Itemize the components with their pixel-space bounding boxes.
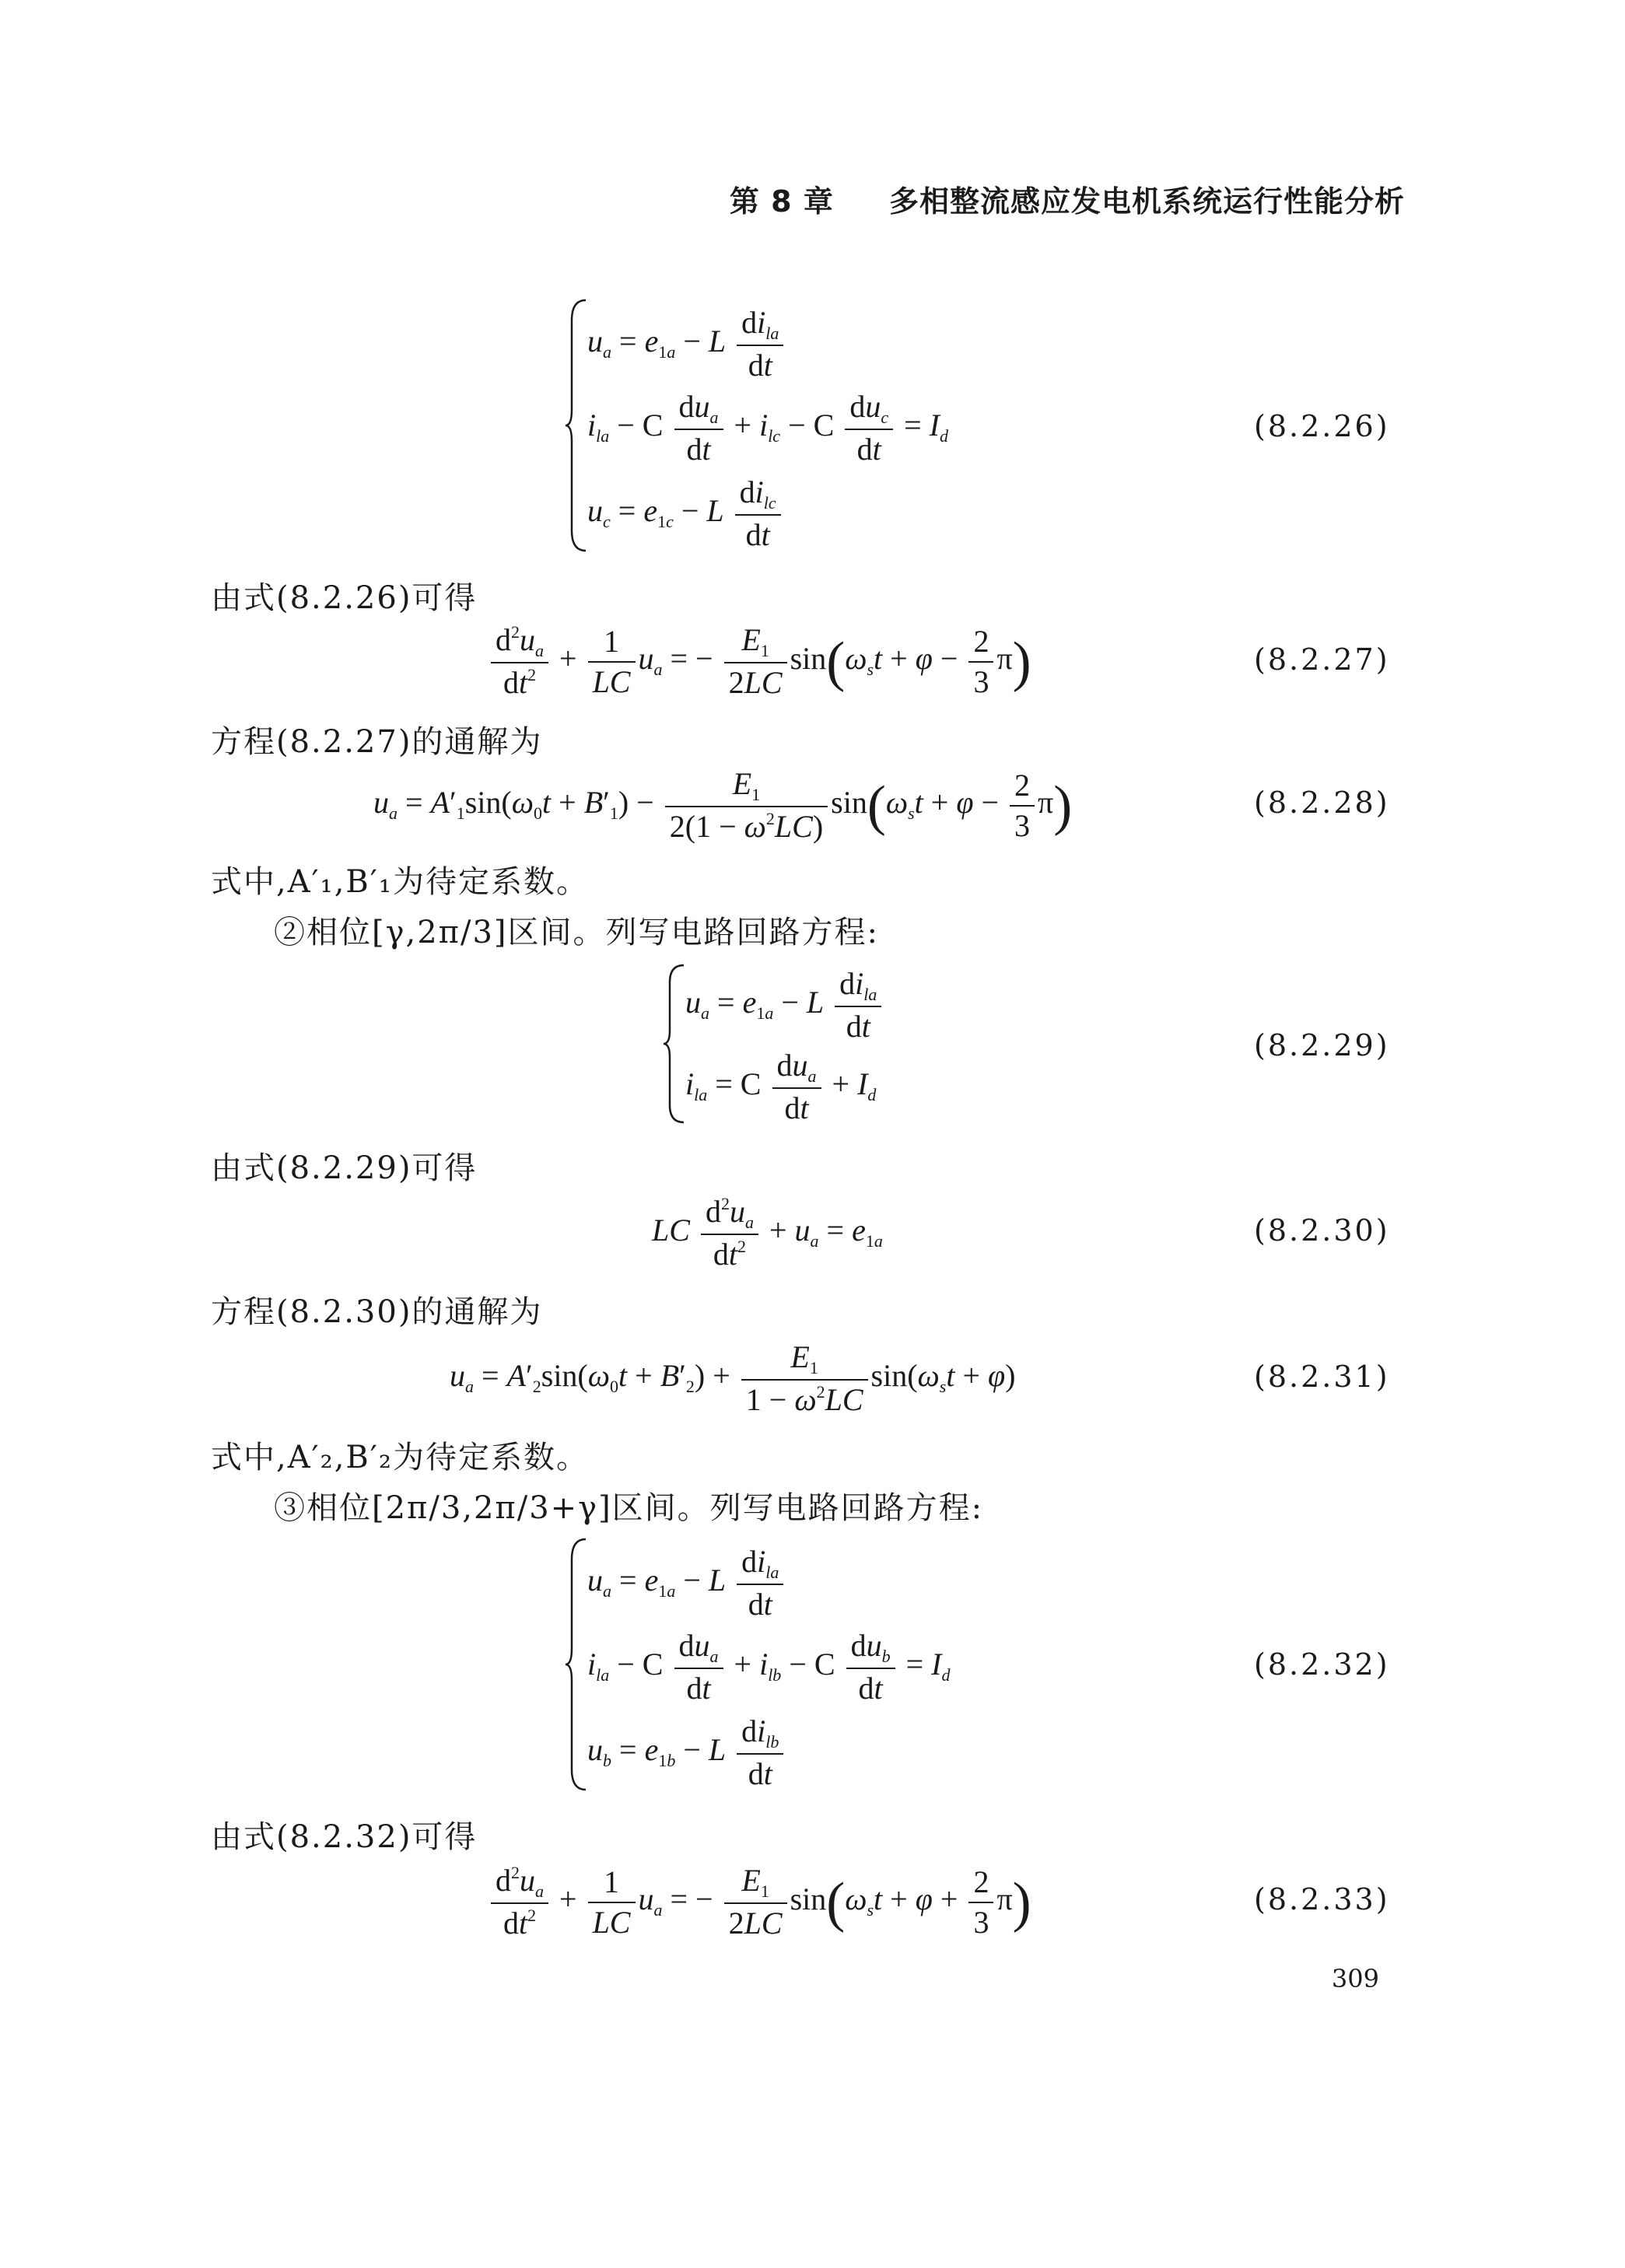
equation-8-2-32 — [566, 1536, 1110, 1793]
left-brace — [566, 297, 589, 554]
paragraph: ②相位[γ,2π/3]区间。列写电路回路方程: — [274, 915, 879, 950]
equation-line: $u_a = e_{1a} - L$ $\frac{di_{la}}{dt}$ — [685, 966, 884, 1045]
equation-8-2-28: $u_a = A'_1\sin(\omega_0t + B'_1)$ − $\frac{E_1}{2(1 - \omega^2LC)}$ $\sin(\omega_st + \varphi$ − $\frac{2}{3}$ π) — [373, 766, 1073, 845]
page-number: 309 — [1331, 1964, 1379, 1993]
paragraph: 式中,A′₁,B′₁为待定系数。 — [211, 864, 589, 900]
equation-line: $u_a = e_{1a} - L$ $\frac{di_{la}}{dt}$ — [587, 1544, 786, 1622]
equation-number: (8.2.32) — [1254, 1647, 1390, 1682]
equation-line: $u_c = e_{1c} - L$ $\frac{di_{lc}}{dt}$ — [587, 474, 784, 553]
equation-number: (8.2.28) — [1254, 786, 1390, 820]
running-header — [730, 177, 1405, 220]
equation-line: $i_{la} = C$ $\frac{du_a}{dt}$ + $I_d$ — [685, 1048, 877, 1126]
equation-8-2-33: $\frac{d^2u_a}{dt^2}$ + $\frac{1}{LC}$ $u_a$ = − $\frac{E_1}{2LC}$ $\sin(\omega_st + \varphi$ + $\frac{2}{3}$ π) — [488, 1863, 1031, 1941]
paragraph: ③相位[2π/3,2π/3+γ]区间。列写电路回路方程: — [274, 1490, 984, 1526]
left-brace — [566, 1536, 589, 1793]
chapter-title: 多相整流感应发电机系统运行性能分析 — [888, 184, 1405, 219]
paragraph: 方程(8.2.27)的通解为 — [211, 724, 543, 760]
equation-number: (8.2.33) — [1254, 1882, 1390, 1916]
equation-number: (8.2.31) — [1254, 1360, 1390, 1394]
equation-8-2-30: LC $\frac{d^2u_a}{dt^2}$ + $u_a = e_{1a}$ — [652, 1194, 883, 1272]
paragraph: 由式(8.2.32)可得 — [211, 1819, 478, 1855]
paragraph: 方程(8.2.30)的通解为 — [211, 1294, 543, 1330]
paragraph: 由式(8.2.26)可得 — [211, 580, 478, 616]
equation-line: $i_{la} - C$ $\frac{du_a}{dt}$ + $i_{lc} - C$ $\frac{du_c}{dt}$ = $I_d$ — [587, 389, 948, 467]
equation-8-2-31: $u_a = A'_2\sin(\omega_0t + B'_2)$ + $\frac{E_1}{1 - \omega^2LC}$ $\sin(\omega_st + \varphi)$ — [450, 1339, 1016, 1418]
equation-line: $i_{la} - C$ $\frac{du_a}{dt}$ + $i_{lb} - C$ $\frac{du_b}{dt}$ = $I_d$ — [587, 1628, 951, 1706]
chapter-number: 第 8 章 — [729, 184, 834, 219]
equation-line: $u_b = e_{1b} - L$ $\frac{di_{lb}}{dt}$ — [587, 1713, 786, 1792]
paragraph: 式中,A′₂,B′₂为待定系数。 — [211, 1440, 589, 1475]
equation-number: (8.2.30) — [1254, 1213, 1390, 1248]
paragraph: 由式(8.2.29)可得 — [211, 1150, 478, 1186]
equation-8-2-27: $\frac{d^2u_a}{dt^2}$ + $\frac{1}{LC}$ $u_a$ = − $\frac{E_1}{2LC}$ $\sin(\omega_st + \varphi$ − $\frac{2}{3}$ π) — [488, 622, 1031, 701]
equation-number: (8.2.27) — [1254, 642, 1390, 677]
equation-number: (8.2.26) — [1254, 409, 1390, 443]
equation-line: $u_a = e_{1a} - L$ $\frac{di_{la}}{dt}$ — [587, 305, 786, 383]
equation-8-2-29 — [664, 962, 1014, 1125]
equation-number: (8.2.29) — [1254, 1028, 1390, 1062]
equation-8-2-26 — [566, 297, 1110, 554]
left-brace — [664, 962, 687, 1125]
